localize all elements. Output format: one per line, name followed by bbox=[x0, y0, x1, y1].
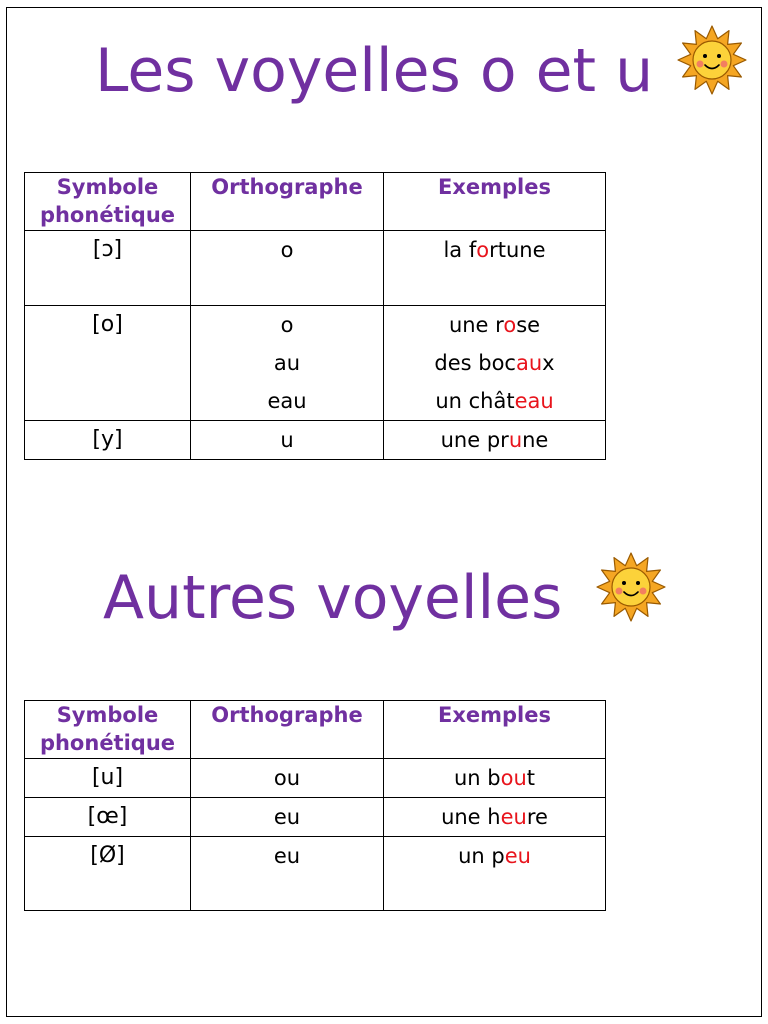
example-highlight: eau bbox=[514, 389, 554, 413]
example-text: un b bbox=[453, 766, 501, 790]
header-symbol: Symbole phonétique bbox=[25, 173, 191, 231]
header-spelling: Orthographe bbox=[191, 701, 384, 759]
example-cell bbox=[384, 231, 606, 306]
spelling: eau bbox=[267, 389, 307, 413]
table-row bbox=[25, 421, 606, 460]
header-spelling: Orthographe bbox=[191, 173, 384, 231]
example bbox=[384, 306, 605, 344]
section1-title: Les voyelles o et u bbox=[95, 36, 654, 106]
example-text: une pr bbox=[440, 428, 509, 452]
example-highlight: u bbox=[508, 428, 523, 452]
spelling: eu bbox=[273, 844, 301, 868]
example bbox=[384, 344, 605, 382]
symbol-cell: [o] bbox=[25, 306, 191, 421]
symbol-cell: [y] bbox=[25, 421, 191, 460]
vowels-o-u-table bbox=[24, 172, 606, 460]
example-text: des boc bbox=[434, 351, 516, 375]
table-header-row bbox=[25, 173, 606, 231]
example-text: une r bbox=[448, 313, 504, 337]
example-text: rtune bbox=[489, 238, 546, 262]
example-text: un chât bbox=[435, 389, 515, 413]
spelling: u bbox=[280, 428, 294, 452]
table-row bbox=[25, 759, 606, 798]
table-row bbox=[25, 306, 606, 421]
example-cell bbox=[384, 306, 606, 421]
header-symbol: Symbole phonétique bbox=[25, 701, 191, 759]
example-text: x bbox=[542, 351, 555, 375]
example bbox=[384, 382, 605, 420]
example-highlight: ou bbox=[500, 766, 527, 790]
example-text: ne bbox=[522, 428, 549, 452]
example-text: se bbox=[516, 313, 541, 337]
example-text: re bbox=[526, 805, 548, 829]
table-row bbox=[25, 798, 606, 837]
symbol-cell: [u] bbox=[25, 759, 191, 798]
example-highlight: eu bbox=[504, 844, 531, 868]
spelling-cell bbox=[191, 837, 384, 911]
example bbox=[384, 231, 605, 269]
spelling-cell bbox=[191, 759, 384, 798]
example-cell bbox=[384, 798, 606, 837]
spelling: o bbox=[280, 313, 294, 337]
other-vowels-table bbox=[24, 700, 606, 911]
symbol-cell: [œ] bbox=[25, 798, 191, 837]
spelling: eu bbox=[273, 805, 301, 829]
spelling: ou bbox=[273, 766, 301, 790]
header-examples: Exemples bbox=[384, 701, 606, 759]
table-header-row bbox=[25, 701, 606, 759]
example-text: t bbox=[526, 766, 536, 790]
table-row bbox=[25, 231, 606, 306]
spelling: au bbox=[273, 351, 301, 375]
example-highlight: o bbox=[503, 313, 517, 337]
header-examples: Exemples bbox=[384, 173, 606, 231]
example-text: la f bbox=[443, 238, 477, 262]
spelling-cell bbox=[191, 306, 384, 421]
example bbox=[384, 837, 605, 875]
spelling-cell bbox=[191, 798, 384, 837]
example bbox=[384, 421, 605, 459]
example-highlight: eu bbox=[500, 805, 527, 829]
example-text: une h bbox=[441, 805, 501, 829]
example-cell bbox=[384, 837, 606, 911]
spelling: o bbox=[280, 238, 294, 262]
spelling-cell bbox=[191, 421, 384, 460]
example-cell bbox=[384, 421, 606, 460]
sun-icon bbox=[676, 24, 748, 96]
section2-title: Autres voyelles bbox=[103, 563, 563, 633]
spelling-cell bbox=[191, 231, 384, 306]
symbol-cell: [Ø] bbox=[25, 837, 191, 911]
table-row bbox=[25, 837, 606, 911]
symbol-cell: [ɔ] bbox=[25, 231, 191, 306]
sun-icon bbox=[595, 551, 667, 623]
example-highlight: au bbox=[515, 351, 543, 375]
example-text: un p bbox=[458, 844, 505, 868]
example-highlight: o bbox=[476, 238, 490, 262]
example-cell bbox=[384, 759, 606, 798]
example bbox=[384, 798, 605, 836]
example bbox=[384, 759, 605, 797]
